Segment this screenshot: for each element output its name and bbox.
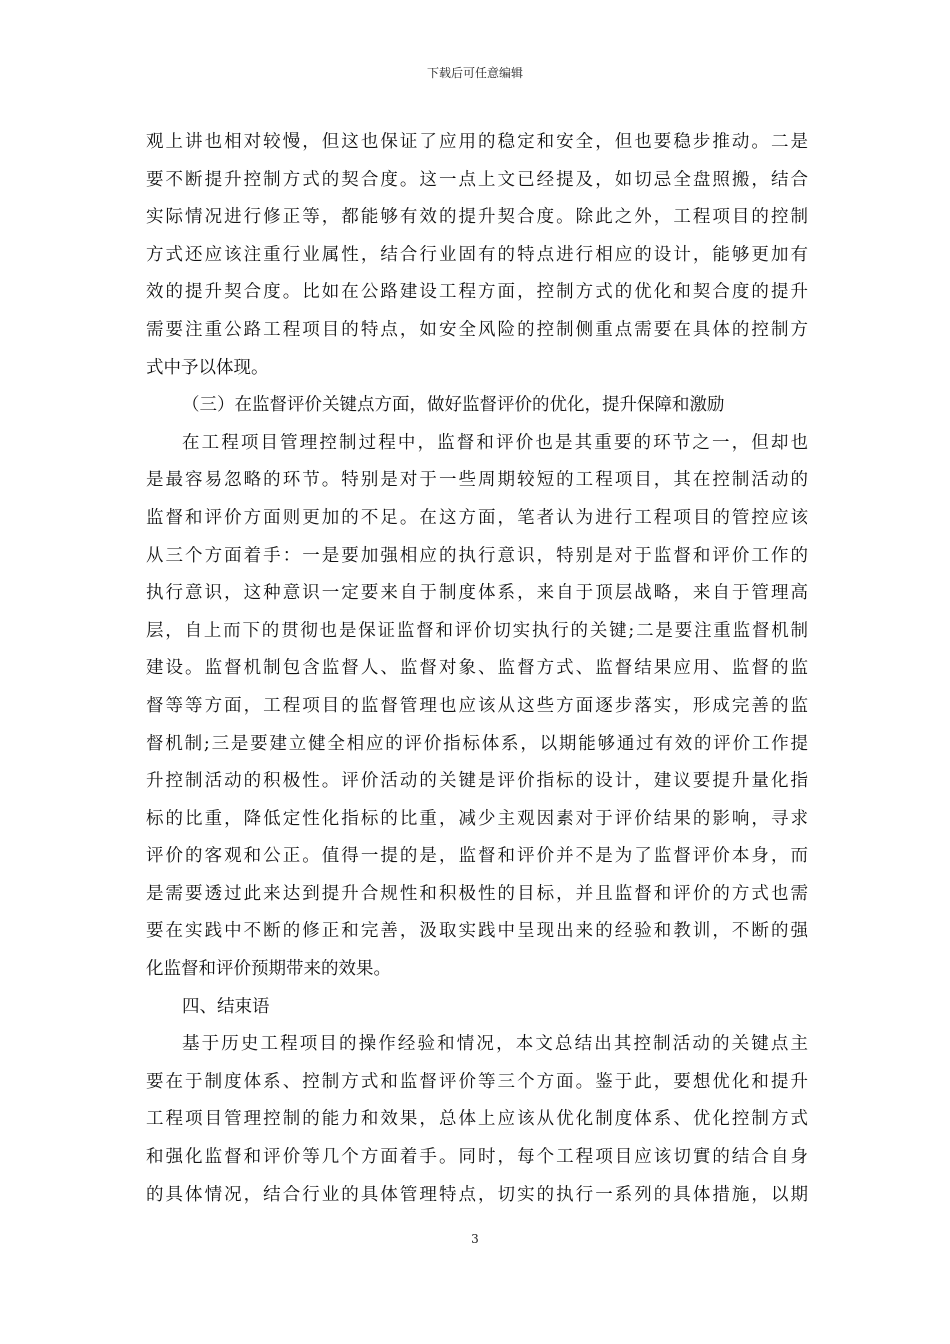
text-line: 监督和评价方面则更加的不足。在这方面，笔者认为进行工程项目的管控应该 bbox=[146, 507, 808, 528]
document-body bbox=[146, 124, 808, 1214]
text-line: 标的比重，降低定性化指标的比重，减少主观因素对于评价结果的影响，寻求 bbox=[146, 808, 808, 829]
text-line: 式中予以体现。 bbox=[146, 357, 269, 378]
header-text: 下载后可任意编辑 bbox=[426, 66, 523, 80]
page-footer bbox=[0, 1232, 950, 1246]
text-line: 观上讲也相对较慢，但这也保证了应用的稳定和安全，但也要稳步推动。二是 bbox=[146, 132, 808, 152]
text-line: 要在实践中不断的修正和完善，汲取实践中呈现出来的经验和教训，不断的强 bbox=[146, 921, 808, 942]
text-line: 要不断提升控制方式的契合度。这一点上文已经提及，如切忌全盘照搬，结合 bbox=[146, 169, 808, 190]
text-line: 基于历史工程项目的操作经验和情况，本文总结出其控制活动的关键点主 bbox=[182, 1034, 808, 1055]
text-line: 效的提升契合度。比如在公路建设工程方面，控制方式的优化和契合度的提升 bbox=[146, 282, 808, 303]
text-line: 实际情况进行修正等，都能够有效的提升契合度。除此之外，工程项目的控制 bbox=[146, 207, 808, 228]
text-line: 是需要透过此来达到提升合规性和积极性的目标，并且监督和评价的方式也需 bbox=[146, 883, 808, 904]
text-line: 工程项目管理控制的能力和效果，总体上应该从优化制度体系、优化控制方式 bbox=[146, 1109, 808, 1130]
text-line: （三）在监督评价关键点方面，做好监督评价的优化，提升保障和激励 bbox=[182, 395, 725, 416]
text-line: 的具体情况，结合行业的具体管理特点，切实的执行一系列的具体措施，以期 bbox=[146, 1184, 808, 1205]
text-line: 在工程项目管理控制过程中，监督和评价也是其重要的环节之一，但却也 bbox=[182, 432, 808, 453]
text-line: 建设。监督机制包含监督人、监督对象、监督方式、监督结果应用、监督的监 bbox=[146, 658, 808, 679]
text-line: 层，自上而下的贯彻也是保证监督和评价切实执行的关键;二是要注重监督机制 bbox=[146, 620, 808, 641]
page-header bbox=[0, 66, 950, 80]
text-line: 督等等方面，工程项目的监督管理也应该从这些方面逐步落实，形成完善的监 bbox=[146, 695, 808, 716]
text-line: 是最容易忽略的环节。特别是对于一些周期较短的工程项目，其在控制活动的 bbox=[146, 470, 808, 491]
text-line: 化监督和评价预期带来的效果。 bbox=[146, 959, 391, 980]
text-line: 从三个方面着手：一是要加强相应的执行意识，特别是对于监督和评价工作的 bbox=[146, 545, 808, 566]
page-number: 3 bbox=[471, 1232, 479, 1246]
text-line: 和强化监督和评价等几个方面着手。同时，每个工程项目应该切實的结合自身 bbox=[146, 1147, 808, 1168]
text-line: 升控制活动的积极性。评价活动的关键是评价指标的设计，建议要提升量化指 bbox=[146, 771, 808, 792]
text-line: 四、结束语 bbox=[182, 996, 270, 1017]
text-line: 督机制;三是要建立健全相应的评价指标体系，以期能够通过有效的评价工作提 bbox=[146, 733, 808, 754]
text-line: 需要注重公路工程项目的特点，如安全风险的控制侧重点需要在具体的控制方 bbox=[146, 319, 808, 340]
text-line: 要在于制度体系、控制方式和监督评价等三个方面。鉴于此，要想优化和提升 bbox=[146, 1071, 808, 1092]
text-line: 执行意识，这种意识一定要来自于制度体系，来自于顶层战略，来自于管理高 bbox=[146, 583, 808, 604]
text-line: 评价的客观和公正。值得一提的是，监督和评价并不是为了监督评价本身，而 bbox=[146, 846, 808, 867]
text-line: 方式还应该注重行业属性，结合行业固有的特点进行相应的设计，能够更加有 bbox=[146, 244, 808, 265]
